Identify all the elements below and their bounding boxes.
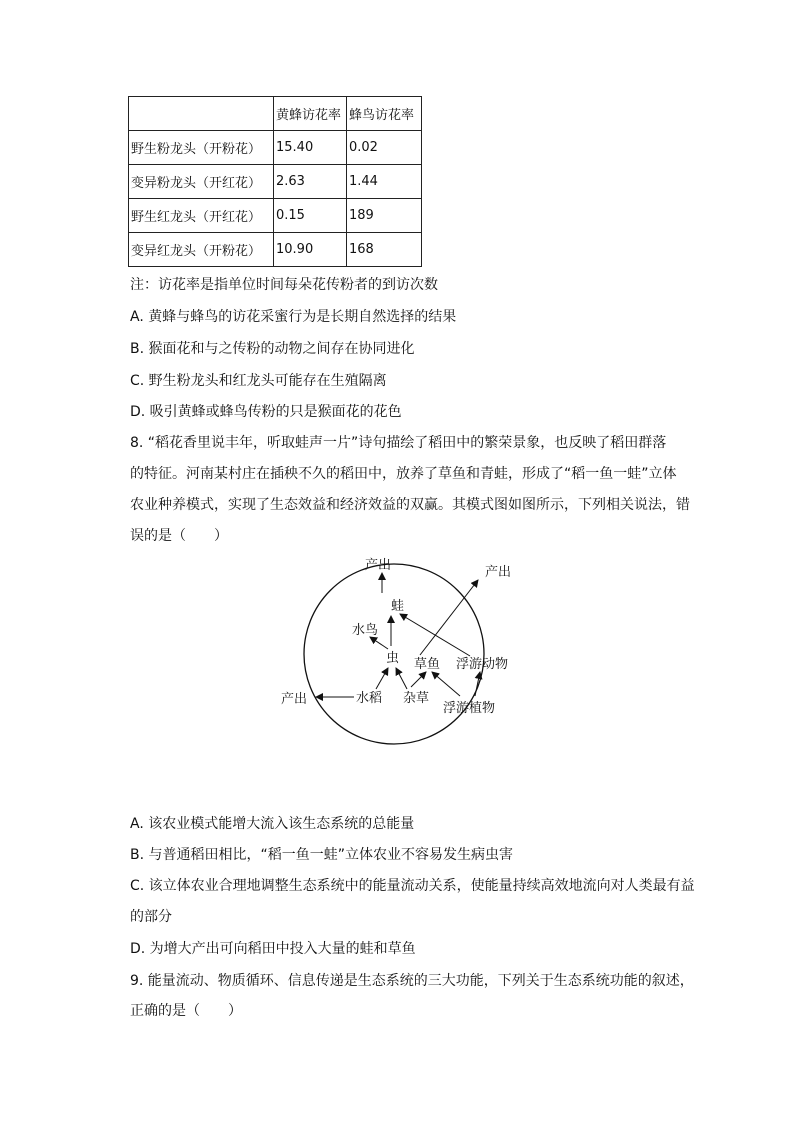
output-top-label: 产出 [365,558,392,573]
arrow-phyto-to-carp [432,672,460,696]
frog-label: 蛙 [391,599,405,614]
q8-stem-line: 误的是（ ） [130,528,228,544]
q8-stem-line: 8. “稻花香里说丰年，听取蛙声一片”诗句描绘了稻田中的繁荣景象，也反映了稻田群落 [130,435,667,451]
phytoplankton-label: 浮游植物 [443,701,496,716]
q8-option-c-continued: 的部分 [130,909,172,925]
q9-stem-line: 9. 能量流动、物质循环、信息传递是生态系统的三大功能，下列关于生态系统功能的叙述， [130,973,694,989]
table-row [129,199,422,233]
table-cell: 2.63 [274,165,347,199]
table-cell: 野生粉龙头（开粉花） [129,131,274,165]
table-header-cell: 黄蜂访花率 [274,97,347,131]
q7-option-b: B. 猴面花和与之传粉的动物之间存在协同进化 [130,341,415,357]
table-cell: 0.02 [347,131,422,165]
table-row [129,165,422,199]
grass-carp-label: 草鱼 [414,657,441,672]
q7-option-d: D. 吸引黄蜂或蜂鸟传粉的只是猴面花的花色 [130,404,402,420]
zooplankton-label: 浮游动物 [456,657,509,672]
output-left-label: 产出 [281,692,308,707]
table-cell: 10.90 [274,233,347,267]
q8-stem-line: 的特征。河南某村庄在插秧不久的稻田中，放养了草鱼和青蛙，形成了“稻一鱼一蛙”立体 [130,466,677,482]
table-cell: 0.15 [274,199,347,233]
rice-label: 水稻 [356,691,383,706]
table-cell: 野生红龙头（开红花） [129,199,274,233]
arrow-insect-to-waterbird [370,637,388,649]
q9-stem-line: 正确的是（ ） [130,1003,242,1019]
table-row [129,131,422,165]
table-cell: 变异粉龙头（开红花） [129,165,274,199]
arrow-rice-to-insect [376,668,388,689]
weeds-label: 杂草 [403,691,430,706]
table-note: 注：访花率是指单位时间每朵花传粉者的到访次数 [130,277,438,293]
q7-option-a: A. 黄蜂与蜂鸟的访花采蜜行为是长期自然选择的结果 [130,309,457,325]
waterbird-label: 水鸟 [352,623,379,638]
table-header-cell: 蜂鸟访花率 [347,97,422,131]
arrow-zooplankton-to-frog [400,614,470,656]
table-cell: 1.44 [347,165,422,199]
table-row [129,233,422,267]
insect-label: 虫 [386,651,400,666]
q8-option-c: C. 该立体农业合理地调整生态系统中的能量流动关系，使能量持续高效地流向对人类最有益 [130,878,695,894]
table-cell: 189 [347,199,422,233]
q8-stem-line: 农业种养模式，实现了生态效益和经济效益的双赢。其模式图如图所示，下列相关说法，错 [130,497,690,513]
table-header-cell [129,97,274,131]
table-cell: 变异红龙头（开粉花） [129,233,274,267]
q8-option-a: A. 该农业模式能增大流入该生态系统的总能量 [130,816,415,832]
arrow-weeds-to-carp [411,672,426,687]
table-cell: 15.40 [274,131,347,165]
output-right-label: 产出 [485,565,512,580]
table-cell: 168 [347,233,422,267]
q8-option-d: D. 为增大产出可向稻田中投入大量的蛙和草鱼 [130,941,416,957]
q7-option-c: C. 野生粉龙头和红龙头可能存在生殖隔离 [130,373,387,389]
q8-option-b: B. 与普通稻田相比，“稻一鱼一蛙”立体农业不容易发生病虫害 [130,847,514,863]
arrow-weeds-to-insect [396,668,407,689]
rice-fish-frog-diagram [270,550,540,750]
table-header-row [129,97,422,131]
visitation-rate-table [128,96,422,267]
